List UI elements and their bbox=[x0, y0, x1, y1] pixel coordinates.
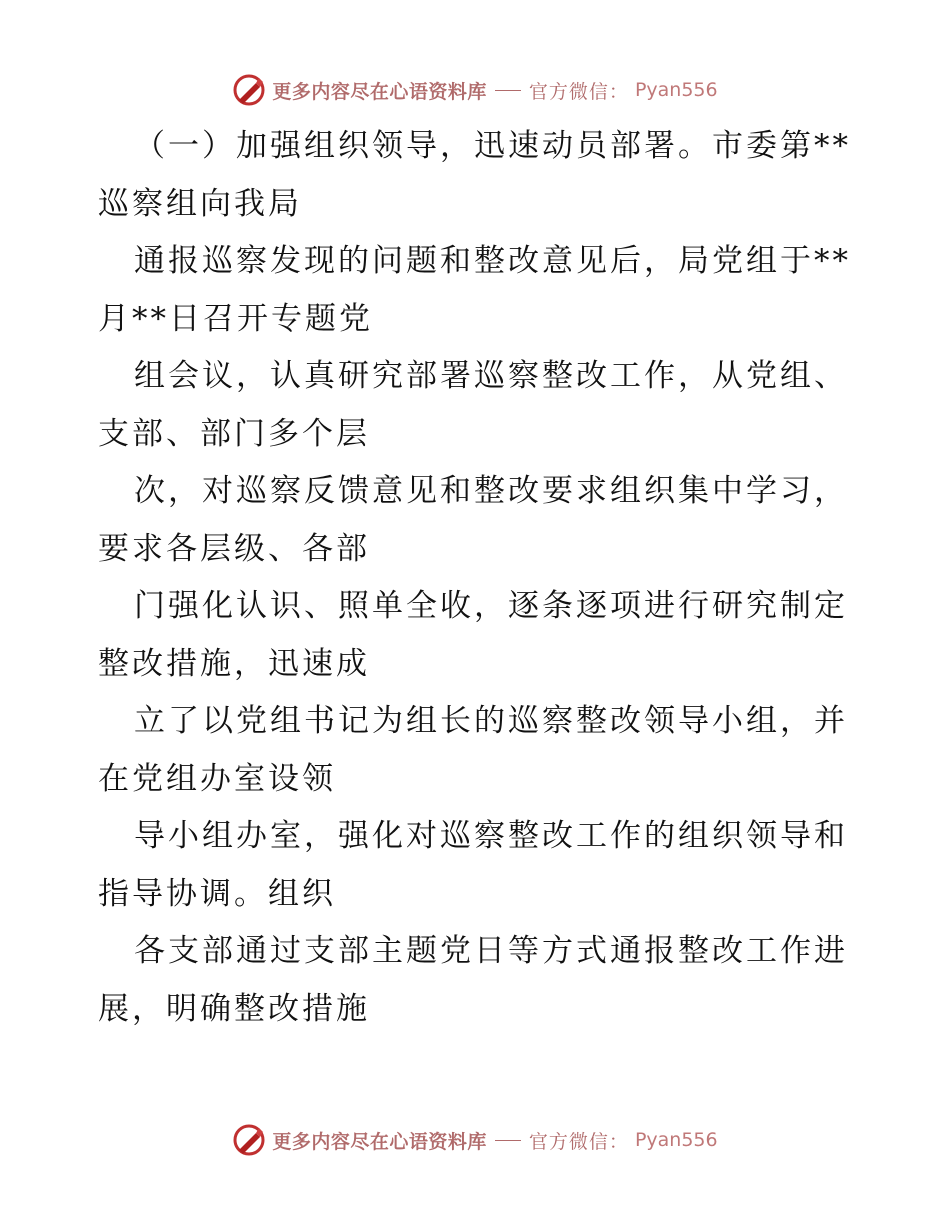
text-line: 次，对巡察反馈意见和整改要求组织集中学习， bbox=[134, 473, 848, 509]
document-body bbox=[98, 118, 858, 1038]
watermark-label: 官方微信： bbox=[528, 1130, 629, 1153]
watermark-account: Pyan556 bbox=[634, 79, 718, 101]
watermark-dash bbox=[495, 90, 521, 91]
text-line: 整改措施，迅速成 bbox=[98, 645, 370, 682]
watermark-account: Pyan556 bbox=[634, 1129, 718, 1151]
text-line: 月**日召开专题党 bbox=[98, 300, 373, 337]
watermark-dash bbox=[495, 1140, 521, 1141]
text-line: 门强化认识、照单全收，逐条逐项进行研究制定 bbox=[134, 588, 848, 624]
text-line: 展，明确整改措施 bbox=[98, 990, 370, 1027]
footer-watermark bbox=[0, 1120, 950, 1160]
text-line: （一）加强组织领导，迅速动员部署。市委第** bbox=[134, 128, 851, 164]
watermark-label: 官方微信： bbox=[528, 80, 629, 103]
watermark-site-text: 更多内容尽在心语资料库 bbox=[272, 80, 487, 103]
text-line: 在党组办室设领 bbox=[98, 760, 336, 797]
pen-logo-icon bbox=[232, 73, 266, 107]
text-line: 立了以党组书记为组长的巡察整改领导小组，并 bbox=[134, 703, 848, 739]
text-line: 组会议，认真研究部署巡察整改工作，从党组、 bbox=[134, 358, 848, 394]
text-line: 各支部通过支部主题党日等方式通报整改工作进 bbox=[134, 933, 848, 969]
text-line: 巡察组向我局 bbox=[98, 185, 302, 222]
pen-logo-icon bbox=[232, 1123, 266, 1157]
header-watermark bbox=[0, 70, 950, 110]
text-line: 通报巡察发现的问题和整改意见后，局党组于** bbox=[134, 243, 851, 279]
text-line: 指导协调。组织 bbox=[98, 875, 336, 912]
watermark-site-text: 更多内容尽在心语资料库 bbox=[272, 1130, 487, 1153]
text-line: 要求各层级、各部 bbox=[98, 530, 370, 567]
text-line: 支部、部门多个层 bbox=[98, 415, 370, 452]
text-line: 导小组办室，强化对巡察整改工作的组织领导和 bbox=[134, 818, 848, 854]
